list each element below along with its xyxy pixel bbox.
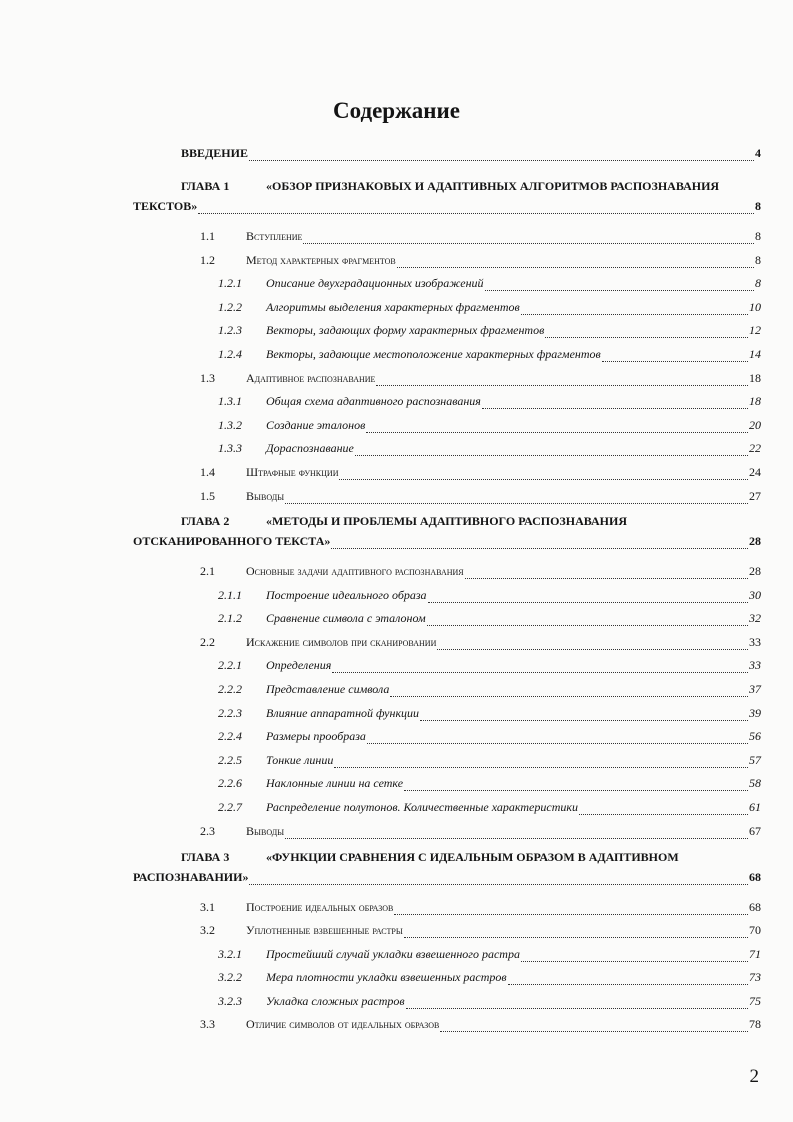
section-title: Векторы, задающие местоположение характерных фрагментов xyxy=(266,347,601,361)
dot-leader xyxy=(198,213,754,214)
section-number: 2.1.2 xyxy=(218,611,242,626)
dot-leader xyxy=(437,649,748,650)
section-number: 2.2.6 xyxy=(218,776,242,791)
section-page: 8 xyxy=(755,276,761,291)
section-title: Влияние аппаратной функции xyxy=(266,705,420,720)
section-title: Выводы xyxy=(246,823,285,838)
section-page: 75 xyxy=(749,993,761,1008)
dot-leader xyxy=(366,432,748,433)
section-number: 1.3.1 xyxy=(218,394,242,409)
section-title: Алгоритмы выделения характерных фрагментов xyxy=(266,299,520,314)
section-number: 1.3.2 xyxy=(218,417,242,432)
toc-entry-section[interactable] xyxy=(200,1017,761,1037)
toc-entry-section[interactable] xyxy=(218,706,761,726)
section-title: Искажение символов при сканировании xyxy=(246,634,437,649)
dot-leader xyxy=(508,984,748,985)
toc-entry-section[interactable] xyxy=(218,418,761,438)
section-title: Векторы, задающих форму характерных фрагментов xyxy=(266,323,545,338)
toc-entry-intro[interactable] xyxy=(181,146,761,166)
toc-entry-section[interactable] xyxy=(218,682,761,702)
section-number: 1.4 xyxy=(200,465,215,479)
dot-leader xyxy=(376,385,748,386)
section-page: 27 xyxy=(749,488,761,503)
dot-leader xyxy=(521,314,748,315)
section-title: Адаптивное распознавание xyxy=(246,370,376,385)
section-number: 1.1 xyxy=(200,229,215,243)
section-page: 14 xyxy=(749,347,761,361)
section-title: Метод характерных фрагментов xyxy=(246,252,396,267)
entry-text: ОТСКАНИРОВАННОГО ТЕКСТА» xyxy=(133,534,331,548)
dot-leader xyxy=(404,790,748,791)
dot-leader xyxy=(334,767,748,768)
toc-entry-section[interactable] xyxy=(218,394,761,414)
section-page: 12 xyxy=(749,323,761,338)
section-page: 57 xyxy=(749,752,761,767)
dot-leader xyxy=(367,743,748,744)
toc-entry-section[interactable] xyxy=(218,658,761,678)
section-number: 2.2 xyxy=(200,634,215,649)
dot-leader xyxy=(602,361,748,362)
section-number: 2.2.1 xyxy=(218,658,242,673)
page-title: Содержание xyxy=(333,98,460,123)
toc-entry-section[interactable] xyxy=(218,800,761,820)
section-title: Выводы xyxy=(246,488,285,503)
toc-entry-section[interactable] xyxy=(218,753,761,773)
section-title: Уплотненные взвешенные растры xyxy=(246,923,403,938)
dot-leader xyxy=(285,838,748,839)
section-title: Мера плотности укладки взвешенных растров xyxy=(266,970,507,985)
section-title: Дораспознавание xyxy=(266,441,354,456)
section-number: 3.2.3 xyxy=(218,993,242,1008)
toc-entry-section[interactable] xyxy=(218,441,761,461)
section-page: 18 xyxy=(749,394,761,409)
section-title: Основные задачи адаптивного распознавания xyxy=(246,564,464,578)
section-page: 37 xyxy=(749,682,761,696)
toc-entry-section[interactable] xyxy=(200,489,761,509)
section-title: Штрафные функции xyxy=(246,465,339,479)
section-title: Простейший случай укладки взвешенного растра xyxy=(266,946,520,961)
section-title: Построение идеального образа xyxy=(266,587,427,602)
toc-entry-chapter-2[interactable] xyxy=(133,534,761,554)
section-title: Построение идеальных образов xyxy=(246,900,394,914)
section-number: 2.3 xyxy=(200,823,215,838)
section-title: Наклонные линии на сетке xyxy=(266,776,404,791)
section-page: 32 xyxy=(749,611,761,626)
dot-leader xyxy=(332,672,748,673)
section-number: 2.2.2 xyxy=(218,682,242,696)
section-number: 3.2.2 xyxy=(218,970,242,985)
dot-leader xyxy=(249,160,754,161)
section-number: 1.5 xyxy=(200,488,215,503)
section-page: 67 xyxy=(749,823,761,838)
section-number: 1.3 xyxy=(200,370,215,385)
dot-leader xyxy=(485,290,754,291)
section-number: 3.3 xyxy=(200,1017,215,1031)
section-title: Вступление xyxy=(246,229,303,243)
dot-leader xyxy=(420,720,748,721)
dot-leader xyxy=(579,814,748,815)
dot-leader xyxy=(545,337,748,338)
section-number: 3.1 xyxy=(200,900,215,914)
section-number: 1.2.4 xyxy=(218,347,242,361)
dot-leader xyxy=(285,503,748,504)
toc-entry-section[interactable] xyxy=(200,564,761,584)
dot-leader xyxy=(394,914,748,915)
toc-entry-section[interactable] xyxy=(218,588,761,608)
section-title: Создание эталонов xyxy=(266,417,366,432)
toc-entry-section[interactable] xyxy=(218,300,761,320)
section-title: Общая схема адаптивного распознавания xyxy=(266,394,481,409)
page-number: 2 xyxy=(749,1066,759,1087)
section-title: Распределение полутонов. Количественные характеристики xyxy=(266,800,578,814)
section-page: 73 xyxy=(749,970,761,985)
section-page: 39 xyxy=(749,705,761,720)
section-number: 1.2.2 xyxy=(218,299,242,314)
toc-entry-section[interactable] xyxy=(200,229,761,249)
entry-text: ВВЕДЕНИЕ xyxy=(181,146,248,160)
section-title: Тонкие линии xyxy=(266,752,334,767)
section-page: 33 xyxy=(749,634,761,649)
section-number: 1.2.3 xyxy=(218,323,242,338)
toc-entry-section[interactable] xyxy=(218,729,761,749)
section-page: 18 xyxy=(749,370,761,385)
toc-entry-section[interactable] xyxy=(200,923,761,943)
toc-entry-section[interactable] xyxy=(218,323,761,343)
section-page: 61 xyxy=(749,800,761,814)
toc-entry-section[interactable] xyxy=(218,276,761,296)
toc-entry-chapter-3[interactable] xyxy=(133,870,761,890)
entry-page: 4 xyxy=(755,146,761,160)
section-page: 68 xyxy=(749,900,761,914)
dot-leader xyxy=(427,625,748,626)
section-title: Представление символа xyxy=(266,682,390,696)
toc-entry-section[interactable] xyxy=(200,371,761,391)
section-number: 2.2.5 xyxy=(218,752,242,767)
toc-entry-section[interactable] xyxy=(200,824,761,844)
entry-page: 68 xyxy=(749,870,761,884)
toc-entry-section[interactable] xyxy=(218,611,761,631)
dot-leader xyxy=(390,696,748,697)
section-page: 10 xyxy=(749,299,761,314)
dot-leader xyxy=(428,602,748,603)
section-title: Определения xyxy=(266,658,332,673)
toc-entry-section[interactable] xyxy=(200,900,761,920)
section-title: Укладка сложных растров xyxy=(266,993,405,1008)
section-number: 3.2 xyxy=(200,923,215,938)
section-title: Описание двухградационных изображений xyxy=(266,276,484,291)
section-page: 30 xyxy=(749,587,761,602)
dot-leader xyxy=(482,408,748,409)
section-number: 1.2.1 xyxy=(218,276,242,291)
toc-entry-section[interactable] xyxy=(200,465,761,485)
toc-entry-section[interactable] xyxy=(218,947,761,967)
dot-leader xyxy=(440,1031,748,1032)
chapter-1-label: ГЛАВА 1 xyxy=(181,179,230,193)
dot-leader xyxy=(521,961,748,962)
dot-leader xyxy=(331,548,748,549)
toc-entry-section[interactable] xyxy=(218,970,761,990)
dot-leader xyxy=(465,578,748,579)
section-title: Сравнение символа с эталоном xyxy=(266,611,426,626)
toc-entry-section[interactable] xyxy=(218,347,761,367)
section-page: 28 xyxy=(749,564,761,578)
toc-entry-section[interactable] xyxy=(218,776,761,796)
section-page: 78 xyxy=(749,1017,761,1031)
chapter-2-title-line1: «МЕТОДЫ И ПРОБЛЕМЫ АДАПТИВНОГО РАСПОЗНАВАНИЯ xyxy=(266,514,627,528)
entry-page: 28 xyxy=(749,534,761,548)
section-page: 20 xyxy=(749,417,761,432)
section-title: Отличие символов от идеальных образов xyxy=(246,1017,440,1031)
chapter-1-title-line1: «ОБЗОР ПРИЗНАКОВЫХ И АДАПТИВНЫХ АЛГОРИТМОВ РАСПОЗНАВАНИЯ xyxy=(266,179,720,193)
toc-entry-section[interactable] xyxy=(200,253,761,273)
section-page: 22 xyxy=(749,441,761,456)
chapter-3-title-line1: «ФУНКЦИИ СРАВНЕНИЯ С ИДЕАЛЬНЫМ ОБРАЗОМ В АДАПТИВНОМ xyxy=(266,850,679,864)
section-number: 2.1.1 xyxy=(218,587,242,602)
dot-leader xyxy=(397,267,754,268)
section-page: 8 xyxy=(755,229,761,243)
toc-entry-section[interactable] xyxy=(200,635,761,655)
dot-leader xyxy=(355,455,748,456)
section-page: 24 xyxy=(749,465,761,479)
dot-leader xyxy=(303,243,754,244)
section-number: 1.3.3 xyxy=(218,441,242,456)
section-page: 70 xyxy=(749,923,761,938)
section-number: 2.2.3 xyxy=(218,705,242,720)
entry-text: ТЕКСТОВ» xyxy=(133,199,198,213)
section-number: 1.2 xyxy=(200,252,215,267)
toc-entry-section[interactable] xyxy=(218,994,761,1014)
section-page: 58 xyxy=(749,776,761,791)
section-page: 33 xyxy=(749,658,761,673)
section-page: 71 xyxy=(749,946,761,961)
chapter-2-label: ГЛАВА 2 xyxy=(181,514,230,528)
entry-text: РАСПОЗНАВАНИИ» xyxy=(133,870,249,884)
toc-entry-chapter-1[interactable] xyxy=(133,199,761,219)
section-page: 8 xyxy=(755,252,761,267)
section-number: 3.2.1 xyxy=(218,946,242,961)
entry-page: 8 xyxy=(755,199,761,213)
chapter-3-label: ГЛАВА 3 xyxy=(181,850,230,864)
dot-leader xyxy=(404,937,748,938)
section-title: Размеры прообраза xyxy=(266,729,366,744)
section-number: 2.1 xyxy=(200,564,215,578)
dot-leader xyxy=(406,1008,748,1009)
section-number: 2.2.4 xyxy=(218,729,242,744)
dot-leader xyxy=(339,479,748,480)
dot-leader xyxy=(249,884,748,885)
section-number: 2.2.7 xyxy=(218,800,242,814)
section-page: 56 xyxy=(749,729,761,744)
